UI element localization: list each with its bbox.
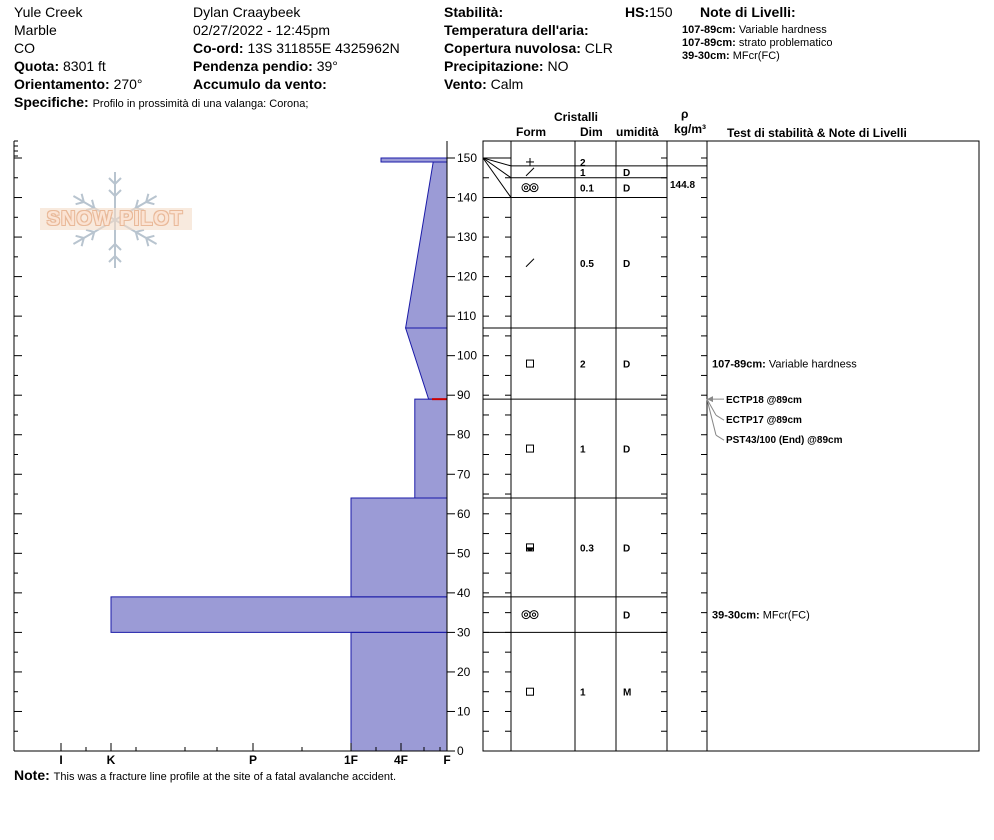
y-tick-label: 110 <box>457 309 477 324</box>
tests-header: Test di stabilità & Note di Livelli <box>727 126 907 140</box>
wind-loading-label: Accumulo da vento: <box>193 76 327 92</box>
y-tick-label: 40 <box>457 585 471 600</box>
y-tick-label: 10 <box>457 704 471 719</box>
layer-note-range: 107-89cm: <box>682 24 736 36</box>
density-unit-header: kg/m³ <box>674 122 707 136</box>
elevation-value: 8301 ft <box>63 58 106 74</box>
moisture-value: D <box>623 183 631 195</box>
test-connector <box>716 435 724 440</box>
y-tick-label: 90 <box>457 388 471 403</box>
moisture-value: M <box>623 687 632 699</box>
moisture-header: umidità <box>616 125 659 139</box>
faceted-crystals-icon <box>527 688 534 695</box>
coord-label: Co-ord: <box>193 40 244 56</box>
sky-value: CLR <box>584 40 613 56</box>
density-value: 144.8 <box>670 179 696 191</box>
layer-note-range: 39-30cm: <box>682 50 730 62</box>
faceted-crystals-icon <box>527 360 534 367</box>
logo-text: SNOW PILOT <box>46 208 184 230</box>
specifics-label: Specifiche: <box>14 94 89 110</box>
moisture-value: D <box>623 444 631 456</box>
y-tick-label: 120 <box>457 269 478 284</box>
coord-value: 13S 311855E 4325962N <box>247 40 400 56</box>
rho-header: ρ <box>681 107 689 121</box>
layer-note-range: 107-89cm: <box>682 37 736 49</box>
precip-value: NO <box>547 58 569 74</box>
form-header: Form <box>516 125 546 139</box>
stability-test: ECTP17 @89cm <box>726 415 802 427</box>
y-tick-label: 30 <box>457 625 471 640</box>
hardness-label: 1F <box>343 753 359 767</box>
grain-size: 0.3 <box>580 543 594 555</box>
y-tick-label: 150 <box>457 151 478 165</box>
observer: Dylan Craaybeek <box>193 4 301 20</box>
size-header: Dim <box>580 125 603 139</box>
grain-size: 1 <box>580 167 586 179</box>
y-tick-label: 100 <box>457 348 478 363</box>
layer-note-text: strato problematico <box>738 37 833 49</box>
grain-size: 2 <box>580 359 586 371</box>
test-connector <box>716 415 724 420</box>
note-label: Note: <box>14 767 50 783</box>
precip-label: Precipitazione: <box>444 58 544 74</box>
y-tick-label: 140 <box>457 190 478 205</box>
region: Marble <box>14 22 57 38</box>
moisture-value: D <box>623 167 631 179</box>
location: Yule Creek <box>14 4 83 20</box>
moisture-value: D <box>623 359 631 371</box>
layer-comment-range: 107-89cm: <box>712 358 766 371</box>
slope-label: Pendenza pendio: <box>193 58 313 74</box>
stability-test: ECTP18 @89cm <box>726 395 802 407</box>
y-tick-label: 50 <box>457 546 471 561</box>
y-tick-label: 80 <box>457 427 471 442</box>
datetime: 02/27/2022 - 12:45pm <box>193 22 330 38</box>
layer-comment <box>712 610 810 622</box>
hardness-label: F <box>443 753 451 767</box>
y-tick-label: 70 <box>457 467 471 482</box>
wind-value: Calm <box>490 76 524 92</box>
hardness-profile <box>111 158 447 751</box>
melt-forms-icon <box>522 611 530 619</box>
layer-comment-range: 39-30cm: <box>712 609 760 622</box>
aspect-value: 270° <box>113 76 143 92</box>
moisture-value: D <box>623 543 631 555</box>
y-tick-label: 60 <box>457 506 471 521</box>
grain-size: 1 <box>580 444 586 456</box>
melt-forms-icon <box>530 184 538 192</box>
slope-value: 39° <box>316 58 338 74</box>
air-temp-label: Temperatura dell'aria: <box>444 22 589 38</box>
hs-value: 150 <box>649 4 673 20</box>
melt-forms-icon <box>532 613 535 616</box>
state: CO <box>14 40 35 56</box>
melt-forms-icon <box>524 186 527 189</box>
melt-forms-icon <box>524 613 527 616</box>
layer-comment-text: Variable hardness <box>765 358 857 371</box>
faceted-crystals-icon <box>527 445 534 452</box>
decomposed-fragments-icon <box>526 259 534 267</box>
melt-forms-icon <box>530 611 538 619</box>
stability-label: Stabilità: <box>444 4 504 20</box>
rounding-facets-icon <box>527 547 534 551</box>
grain-size: 1 <box>580 687 586 699</box>
y-tick-label: 20 <box>457 664 471 679</box>
aspect-label: Orientamento: <box>14 76 110 92</box>
grain-size: 2 <box>580 157 586 169</box>
layer-note-text: MFcr(FC) <box>732 50 780 62</box>
elevation-label: Quota: <box>14 58 60 74</box>
note-text: This was a fracture line profile at the site of a fatal avalanche accident. <box>53 771 397 783</box>
stability-test: PST43/100 (End) @89cm <box>726 435 843 447</box>
hardness-label: K <box>106 753 116 767</box>
layer-comment <box>712 359 857 371</box>
test-connector <box>707 399 716 435</box>
moisture-value: D <box>623 258 631 270</box>
specifics-value: Profilo in prossimità di una valanga: Corona; <box>92 98 309 110</box>
y-tick-label: 130 <box>457 230 478 245</box>
hardness-label: P <box>248 753 258 767</box>
test-connector <box>707 399 716 415</box>
layer-notes-label: Note di Livelli: <box>700 4 796 20</box>
decomposed-fragments-icon <box>526 168 534 176</box>
grain-size: 0.1 <box>580 183 594 195</box>
layer-comment-text: MFcr(FC) <box>759 609 810 622</box>
crystals-header: Cristalli <box>554 110 599 124</box>
hardness-label: 4F <box>393 753 409 767</box>
layer-note-text: Variable hardness <box>738 24 827 36</box>
hs-label: HS: <box>625 4 650 20</box>
melt-forms-icon <box>532 186 535 189</box>
moisture-value: D <box>623 610 631 622</box>
grain-size: 0.5 <box>580 258 594 270</box>
sky-label: Copertura nuvolosa: <box>444 40 581 56</box>
melt-forms-icon <box>522 184 530 192</box>
wind-label: Vento: <box>444 76 487 92</box>
footer-note <box>14 767 396 784</box>
layer-connector <box>483 158 511 178</box>
hardness-label: I <box>59 753 63 767</box>
y-tick-label: 0 <box>457 744 464 758</box>
